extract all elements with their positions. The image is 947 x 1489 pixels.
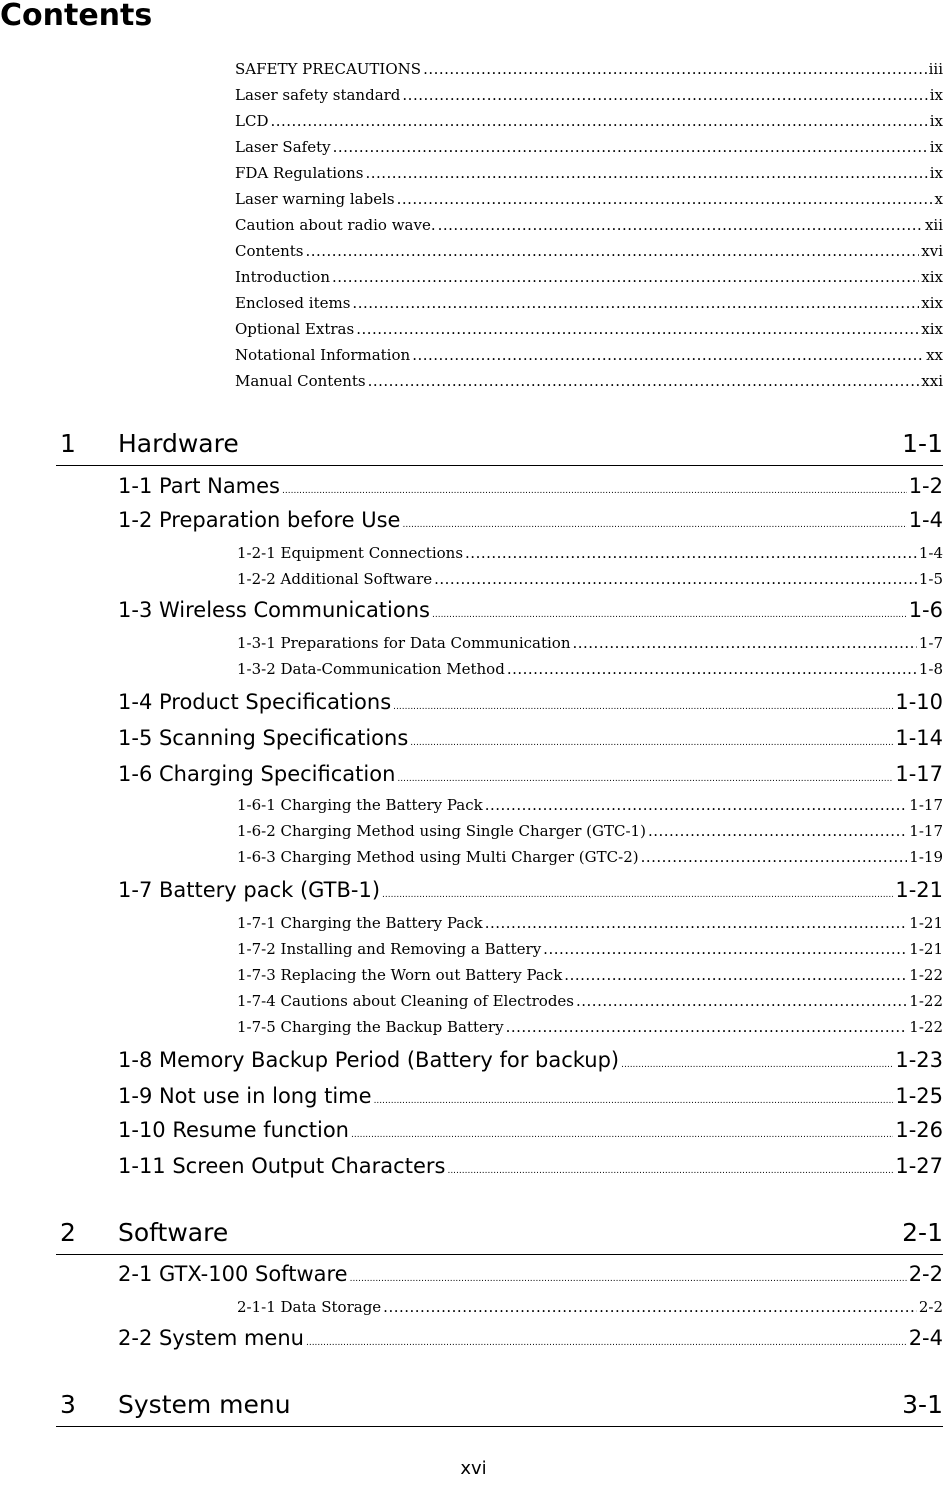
toc-section-page: 1-26 — [895, 1118, 943, 1142]
toc-subsection-page: 1-5 — [918, 570, 943, 588]
chapter-page: 1-1 — [902, 429, 943, 458]
toc-subsection[interactable] — [237, 570, 943, 592]
toc-section-title: 1-8 Memory Backup Period (Battery for backup) — [118, 1048, 620, 1072]
toc-section[interactable] — [118, 1048, 943, 1076]
dot-leader — [282, 486, 907, 496]
toc-entry-page: xii — [924, 216, 943, 234]
dot-leader — [543, 940, 907, 958]
chapter-page: 3-1 — [902, 1390, 943, 1419]
chapter-heading[interactable] — [56, 1386, 943, 1427]
toc-section-title: 1-7 Battery pack (GTB-1) — [118, 878, 381, 902]
toc-entry-page: xix — [921, 268, 943, 286]
dot-leader — [397, 774, 893, 784]
chapter-title: Software — [118, 1218, 229, 1247]
toc-entry-page: ix — [929, 138, 943, 156]
dot-leader — [332, 268, 919, 286]
toc-section-page: 2-4 — [908, 1326, 943, 1350]
toc-entry[interactable] — [235, 294, 943, 316]
dot-leader — [434, 570, 917, 588]
toc-entry[interactable] — [235, 320, 943, 342]
toc-subsection-page: 1-7 — [918, 634, 943, 652]
toc-section[interactable] — [118, 598, 943, 626]
toc-section-page: 1-6 — [908, 598, 943, 622]
toc-subsection[interactable] — [237, 544, 943, 566]
dot-leader — [333, 138, 928, 156]
chapter-number: 3 — [60, 1390, 76, 1419]
toc-subsection-page: 1-22 — [909, 966, 943, 984]
toc-section-title: 1-4 Product Specifications — [118, 690, 392, 714]
toc-subsection-title: 1-7-4 Cautions about Cleaning of Electrodes — [237, 992, 574, 1010]
toc-entry-page: xvi — [921, 242, 943, 260]
toc-subsection[interactable] — [237, 848, 943, 870]
dot-leader — [402, 86, 927, 104]
toc-subsection-title: 2-1-1 Data Storage — [237, 1298, 382, 1316]
toc-entry[interactable] — [235, 190, 943, 212]
toc-subsection-page: 1-8 — [918, 660, 943, 678]
toc-entry-page: xix — [921, 320, 943, 338]
toc-section[interactable] — [118, 1154, 943, 1182]
dot-leader — [648, 822, 907, 840]
toc-subsection-page: 1-17 — [909, 822, 943, 840]
toc-subsection[interactable] — [237, 634, 943, 656]
toc-entry-title: Contents — [235, 242, 304, 260]
toc-subsection[interactable] — [237, 992, 943, 1014]
dot-leader — [374, 1096, 894, 1106]
dot-leader — [306, 1338, 907, 1348]
toc-section[interactable] — [118, 474, 943, 502]
chapter-title: System menu — [118, 1390, 291, 1419]
dot-leader — [506, 1018, 908, 1036]
toc-section-title: 2-2 System menu — [118, 1326, 304, 1350]
toc-subsection[interactable] — [237, 660, 943, 682]
toc-entry-title: Notational Information — [235, 346, 411, 364]
chapter-heading[interactable] — [56, 425, 943, 466]
dot-leader — [485, 796, 908, 814]
dot-leader — [365, 164, 927, 182]
toc-section-title: 1-3 Wireless Communications — [118, 598, 430, 622]
toc-section[interactable] — [118, 1326, 943, 1354]
page-title: Contents — [0, 0, 153, 33]
toc-entry-title: LCD — [235, 112, 269, 130]
chapter-heading[interactable] — [56, 1214, 943, 1255]
dot-leader — [410, 738, 893, 748]
dot-leader — [402, 520, 906, 530]
toc-section-title: 1-11 Screen Output Characters — [118, 1154, 446, 1178]
dot-leader — [352, 294, 919, 312]
toc-entry-page: ix — [929, 164, 943, 182]
toc-section[interactable] — [118, 508, 943, 536]
dot-leader — [507, 660, 917, 678]
toc-section[interactable] — [118, 762, 943, 790]
toc-section[interactable] — [118, 1262, 943, 1290]
chapter-number: 1 — [60, 429, 76, 458]
dot-leader — [485, 914, 908, 932]
toc-subsection-page: 1-22 — [909, 992, 943, 1010]
toc-subsection-title: 1-7-5 Charging the Backup Battery — [237, 1018, 504, 1036]
toc-entry[interactable] — [235, 268, 943, 290]
page-number: xvi — [460, 1458, 487, 1479]
toc-subsection[interactable] — [237, 1018, 943, 1040]
toc-section-page: 1-23 — [895, 1048, 943, 1072]
dot-leader — [270, 112, 927, 130]
toc-section-page: 1-25 — [895, 1084, 943, 1108]
toc-subsection-title: 1-2-1 Equipment Connections — [237, 544, 464, 562]
toc-entry-page: iii — [928, 60, 943, 78]
toc-subsection-title: 1-6-1 Charging the Battery Pack — [237, 796, 483, 814]
toc-section[interactable] — [118, 878, 943, 906]
toc-subsection-page: 1-22 — [909, 1018, 943, 1036]
toc-subsection-page: 1-19 — [909, 848, 943, 866]
toc-entry-title: Laser safety standard — [235, 86, 401, 104]
dot-leader — [356, 320, 919, 338]
toc-entry[interactable] — [235, 346, 943, 368]
toc-subsection-title: 1-3-2 Data-Communication Method — [237, 660, 505, 678]
toc-section[interactable] — [118, 1118, 943, 1146]
toc-section-page: 1-17 — [895, 762, 943, 786]
dot-leader — [368, 372, 920, 390]
toc-subsection-title: 1-7-1 Charging the Battery Pack — [237, 914, 483, 932]
toc-entry-title: Optional Extras — [235, 320, 355, 338]
dot-leader — [382, 890, 893, 900]
dot-leader — [393, 702, 893, 712]
dot-leader — [576, 992, 907, 1010]
dot-leader — [383, 1298, 917, 1316]
toc-subsection[interactable] — [237, 796, 943, 818]
chapter-title: Hardware — [118, 429, 239, 458]
toc-section[interactable] — [118, 726, 943, 754]
toc-section-page: 1-10 — [895, 690, 943, 714]
toc-section-page: 1-2 — [908, 474, 943, 498]
toc-section-title: 1-5 Scanning Specifications — [118, 726, 409, 750]
toc-subsection-page: 1-4 — [918, 544, 943, 562]
toc-entry-title: Laser warning labels — [235, 190, 395, 208]
toc-subsection-title: 1-3-1 Preparations for Data Communication — [237, 634, 571, 652]
toc-subsection-title: 1-6-3 Charging Method using Multi Charger (GTC-2) — [237, 848, 639, 866]
toc-entry[interactable] — [235, 138, 943, 160]
toc-entry[interactable] — [235, 372, 943, 394]
dot-leader — [572, 634, 916, 652]
toc-subsection[interactable] — [237, 940, 943, 962]
toc-entry-title: Caution about radio wave. — [235, 216, 436, 234]
toc-section-page: 2-2 — [908, 1262, 943, 1286]
toc-subsection-title: 1-6-2 Charging Method using Single Charger (GTC-1) — [237, 822, 646, 840]
toc-subsection[interactable] — [237, 1298, 943, 1320]
toc-entry[interactable] — [235, 216, 943, 238]
toc-subsection-title: 1-7-2 Installing and Removing a Battery — [237, 940, 542, 958]
toc-entry-title: Laser Safety — [235, 138, 331, 156]
toc-entry-title: Introduction — [235, 268, 330, 286]
toc-entry-title: Manual Contents — [235, 372, 366, 390]
toc-entry-page: ix — [929, 112, 943, 130]
dot-leader — [305, 242, 919, 260]
toc-entry[interactable] — [235, 164, 943, 186]
toc-entry-title: SAFETY PRECAUTIONS — [235, 60, 422, 78]
dot-leader — [641, 848, 908, 866]
toc-subsection-title: 1-2-2 Additional Software — [237, 570, 433, 588]
chapter-page: 2-1 — [902, 1218, 943, 1247]
toc-section[interactable] — [118, 690, 943, 718]
toc-section-title: 1-9 Not use in long time — [118, 1084, 372, 1108]
toc-section-page: 1-4 — [908, 508, 943, 532]
toc-subsection-page: 2-2 — [918, 1298, 943, 1316]
dot-leader — [621, 1060, 893, 1070]
toc-entry-page: xx — [926, 346, 943, 364]
toc-section-page: 1-27 — [895, 1154, 943, 1178]
dot-leader — [350, 1274, 907, 1284]
dot-leader — [412, 346, 924, 364]
toc-section-title: 1-10 Resume function — [118, 1118, 349, 1142]
toc-subsection-page: 1-21 — [909, 940, 943, 958]
dot-leader — [432, 610, 907, 620]
toc-section-title: 1-1 Part Names — [118, 474, 281, 498]
toc-entry-page: x — [934, 190, 943, 208]
toc-subsection-page: 1-17 — [909, 796, 943, 814]
toc-entry-page: xxi — [921, 372, 943, 390]
dot-leader — [438, 216, 923, 234]
toc-section[interactable] — [118, 1084, 943, 1112]
toc-subsection[interactable] — [237, 822, 943, 844]
toc-subsection-page: 1-21 — [909, 914, 943, 932]
toc-entry-page: xix — [921, 294, 943, 312]
chapter-number: 2 — [60, 1218, 76, 1247]
toc-entry-title: FDA Regulations — [235, 164, 364, 182]
toc-section-title: 2-1 GTX-100 Software — [118, 1262, 348, 1286]
toc-section-title: 1-6 Charging Specification — [118, 762, 396, 786]
toc-section-page: 1-21 — [895, 878, 943, 902]
dot-leader — [423, 60, 927, 78]
toc-entry[interactable] — [235, 86, 943, 108]
toc-entry[interactable] — [235, 242, 943, 264]
toc-entry[interactable] — [235, 60, 943, 82]
toc-entry[interactable] — [235, 112, 943, 134]
toc-section-title: 1-2 Preparation before Use — [118, 508, 401, 532]
dot-leader — [447, 1166, 893, 1176]
toc-subsection[interactable] — [237, 914, 943, 936]
toc-section-page: 1-14 — [895, 726, 943, 750]
toc-entry-page: ix — [929, 86, 943, 104]
dot-leader — [465, 544, 917, 562]
dot-leader — [397, 190, 933, 208]
toc-subsection-title: 1-7-3 Replacing the Worn out Battery Pack — [237, 966, 563, 984]
toc-entry-title: Enclosed items — [235, 294, 351, 312]
dot-leader — [564, 966, 907, 984]
toc-subsection[interactable] — [237, 966, 943, 988]
dot-leader — [351, 1130, 893, 1140]
